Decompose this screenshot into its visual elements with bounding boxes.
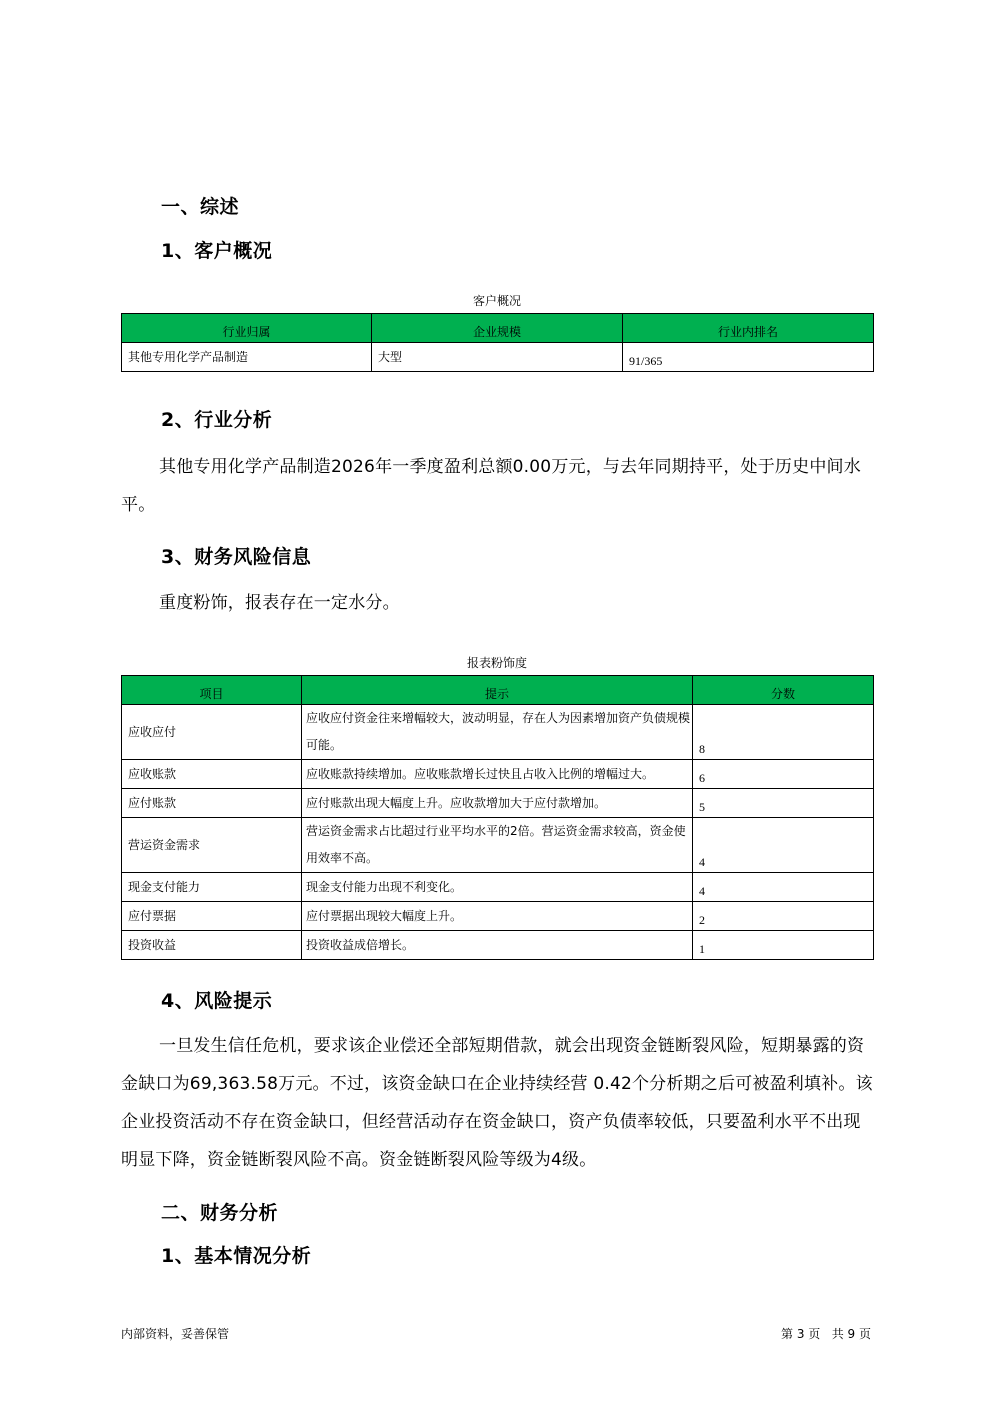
score-cell: 1 [693,931,874,960]
column-header: 行业归属 [122,314,372,343]
section-title-financial-analysis: 二、财务分析 [161,1202,279,1224]
score-cell: 5 [693,789,874,818]
subsection-title-industry: 2、行业分析 [161,409,273,431]
item-cell: 应付票据 [122,902,302,931]
item-cell: 应收应付 [122,705,302,760]
column-header: 分数 [693,676,874,705]
score-cell: 6 [693,760,874,789]
score-cell: 4 [693,873,874,902]
score-cell: 2 [693,902,874,931]
industry-paragraph: 其他专用化学产品制造2026年一季度盈利总额0.00万元，与去年同期持平，处于历史中间水平。 [121,457,861,515]
score-cell: 4 [693,818,874,873]
column-header: 行业内排名 [623,314,874,343]
subsection-title-risk-tip: 4、风险提示 [161,990,273,1012]
footer-confidential: 内部资料，妥善保管 [121,1327,230,1341]
risk-tip-paragraph: 一旦发生信任危机，要求该企业偿还全部短期借款，就会出现资金链断裂风险，短期暴露的资金缺口为69,363.58万元。不过，该资金缺口在企业持续经营 0.42个分析期之后可被盈利填补。该企业投资活动不存在资金缺口，但经营活动存在资金缺口，资产负债率较低，只要盈利水平不出现明显下降，资金链断裂风险不高。资金链断裂风险等级为4级。 [121,1036,873,1170]
hint-cell: 应付票据出现较大幅度上升。 [302,902,693,931]
table-row [122,873,874,902]
table-row [122,931,874,960]
table-row [122,760,874,789]
footer-page-number: 第 3 页 共 9 页 [781,1327,871,1341]
item-cell: 现金支付能力 [122,873,302,902]
finance-risk-paragraph: 重度粉饰，报表存在一定水分。 [159,593,400,613]
subsection-title-basic: 1、基本情况分析 [161,1245,312,1267]
hint-cell: 应付账款出现大幅度上升。应收款增加大于应付款增加。 [302,789,693,818]
hint-cell: 应收账款持续增加。应收账款增长过快且占收入比例的增幅过大。 [302,760,693,789]
customer-table-header-row [122,314,874,343]
whitewash-table [121,675,874,960]
whitewash-table-header-row [122,676,874,705]
hint-cell: 应收应付资金往来增幅较大，波动明显，存在人为因素增加资产负债规模可能。 [302,705,693,760]
table-row [122,705,874,760]
table-cell: 91/365 [623,343,874,372]
table-row [122,818,874,873]
hint-cell: 现金支付能力出现不利变化。 [302,873,693,902]
column-header: 项目 [122,676,302,705]
column-header: 提示 [302,676,693,705]
hint-cell: 投资收益成倍增长。 [302,931,693,960]
section-title-overview: 一、综述 [161,196,240,218]
item-cell: 应付账款 [122,789,302,818]
table-row [122,343,874,372]
subsection-title-finance-risk: 3、财务风险信息 [161,546,312,568]
item-cell: 营运资金需求 [122,818,302,873]
table-cell: 其他专用化学产品制造 [122,343,372,372]
table-row [122,789,874,818]
customer-table [121,313,874,372]
table-row [122,902,874,931]
table-cell: 大型 [372,343,623,372]
hint-cell: 营运资金需求占比超过行业平均水平的2倍。营运资金需求较高，资金使用效率不高。 [302,818,693,873]
column-header: 企业规模 [372,314,623,343]
subsection-title-customer: 1、客户概况 [161,240,273,262]
item-cell: 投资收益 [122,931,302,960]
whitewash-table-caption: 报表粉饰度 [466,656,527,670]
customer-table-caption: 客户概况 [472,294,521,308]
item-cell: 应收账款 [122,760,302,789]
score-cell: 8 [693,705,874,760]
